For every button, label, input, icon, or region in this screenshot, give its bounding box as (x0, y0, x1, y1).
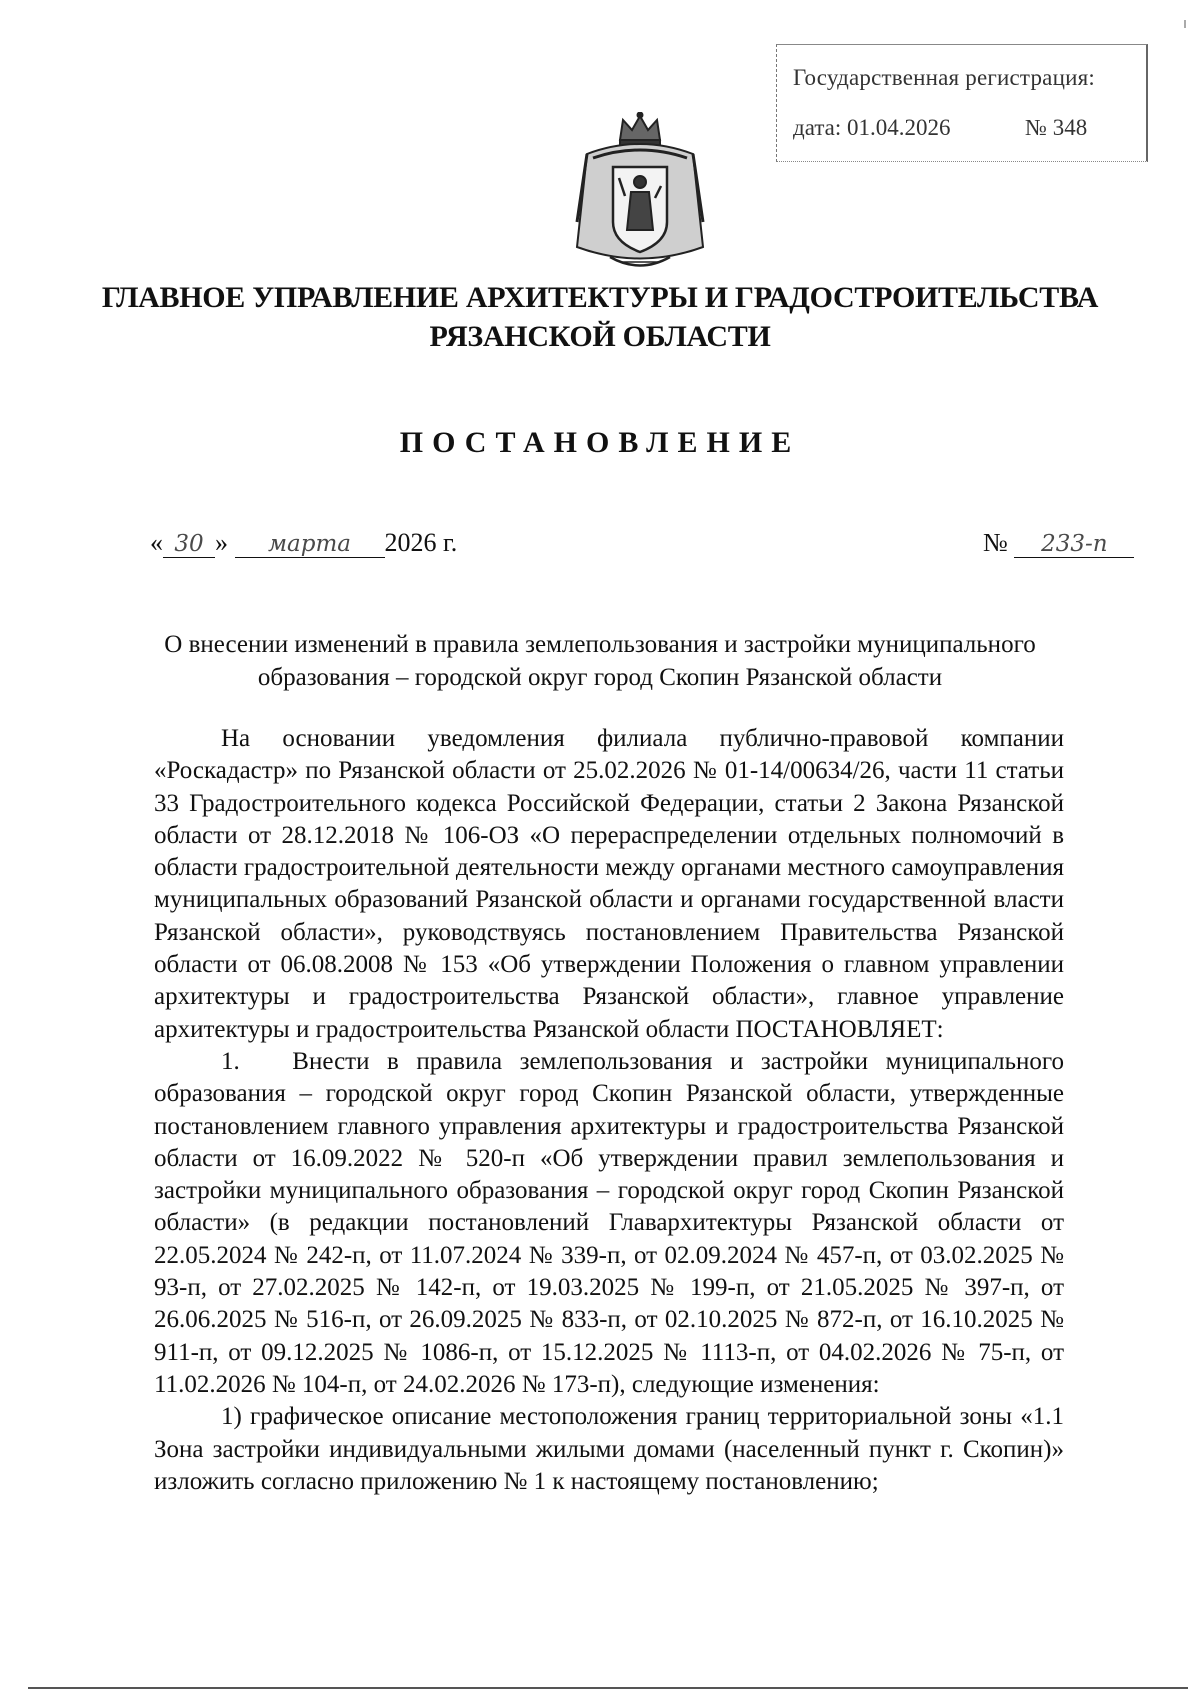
document-subject (110, 628, 1090, 694)
subject-line1: О внесении изменений в правила землепользования и застройки муниципального (164, 631, 1036, 658)
registration-date (793, 115, 951, 141)
date-month: марта (235, 531, 385, 558)
open-quote: « (150, 528, 163, 557)
registration-title: Государственная регистрация: (793, 65, 1095, 90)
number-sign: № (983, 528, 1008, 557)
number-value: 233-п (1014, 531, 1134, 558)
document-date (150, 528, 457, 558)
preamble-paragraph: На основании уведомления филиала публично-правовой компании «Роскадастр» по Рязанской области от 25.02.2026 № 01-14/00634/26, части 11 статьи 33 Градостроительного кодекса Российской Федерации, статьи 2 Закона Рязанской области от 28.12.2018 № 106-ОЗ «О перераспределении отдельных полномочий в области градостроительной деятельности между органами местного самоуправления муниципальных образований Рязанской области и органами государственной власти Рязанской области», руководствуясь постановлением Правительства Рязанской области от 06.08.2008 № 153 «Об утверждении Положения о главном управлении архитектуры и градостроительства Рязанской области», главное управление архитектуры и градостроительства Рязанской области ПОСТАНОВЛЯЕТ: (154, 725, 1064, 1043)
scan-mark (1184, 20, 1186, 28)
date-year: 2026 г. (384, 528, 458, 557)
registration-number: № 348 (1025, 115, 1088, 140)
registration-date-value: 01.04.2026 (847, 115, 951, 140)
document-type: ПОСТАНОВЛЕНИЕ (399, 426, 801, 459)
organization-title-line1: ГЛАВНОЕ УПРАВЛЕНИЕ АРХИТЕКТУРЫ И ГРАДОСТРОИТЕЛЬСТВА (101, 281, 1099, 314)
coat-of-arms-icon (565, 112, 715, 280)
page-edge-line (28, 1687, 1188, 1689)
registration-stamp (776, 44, 1148, 162)
close-quote: » (215, 528, 228, 557)
organization-title (100, 278, 1100, 356)
document-number (983, 528, 1134, 558)
organization-title-line2: РЯЗАНСКОЙ ОБЛАСТИ (429, 320, 771, 353)
subject-line2: образования – городской округ город Скопин Рязанской области (257, 664, 943, 691)
registration-date-label: дата: (793, 115, 842, 140)
document-body (154, 723, 1064, 1498)
date-day: 30 (163, 531, 215, 558)
subitem-1-paragraph: 1) графическое описание местоположения границ территориальной зоны «1.1 Зона застройки индивидуальными жилыми домами (населенный пункт г. Скопин)» изложить согласно приложению № 1 к настоящему постановлению; (154, 1403, 1064, 1495)
item-1-paragraph: 1. Внести в правила землепользования и застройки муниципального образования – городской округ город Скопин Рязанской области, утвержденные постановлением главного управления архитектуры и градостроительства Рязанской области от 16.09.2022 № 520-п «Об утверждении правил землепользования и застройки муниципального образования – городской округ город Скопин Рязанской области» (в редакции постановлений Главархитектуры Рязанской области от 22.05.2024 № 242-п, от 11.07.2024 № 339-п, от 02.09.2024 № 457-п, от 03.02.2025 № 93-п, от 27.02.2025 № 142-п, от 19.03.2025 № 199-п, от 21.05.2025 № 397-п, от 26.06.2025 № 516-п, от 26.09.2025 № 833-п, от 02.10.2025 № 872-п, от 16.10.2025 № 911-п, от 09.12.2025 № 1086-п, от 15.12.2025 № 1113-п, от 04.02.2026 № 75-п, от 11.02.2026 № 104-п, от 24.02.2026 № 173-п), следующие изменения: (154, 1047, 1064, 1398)
